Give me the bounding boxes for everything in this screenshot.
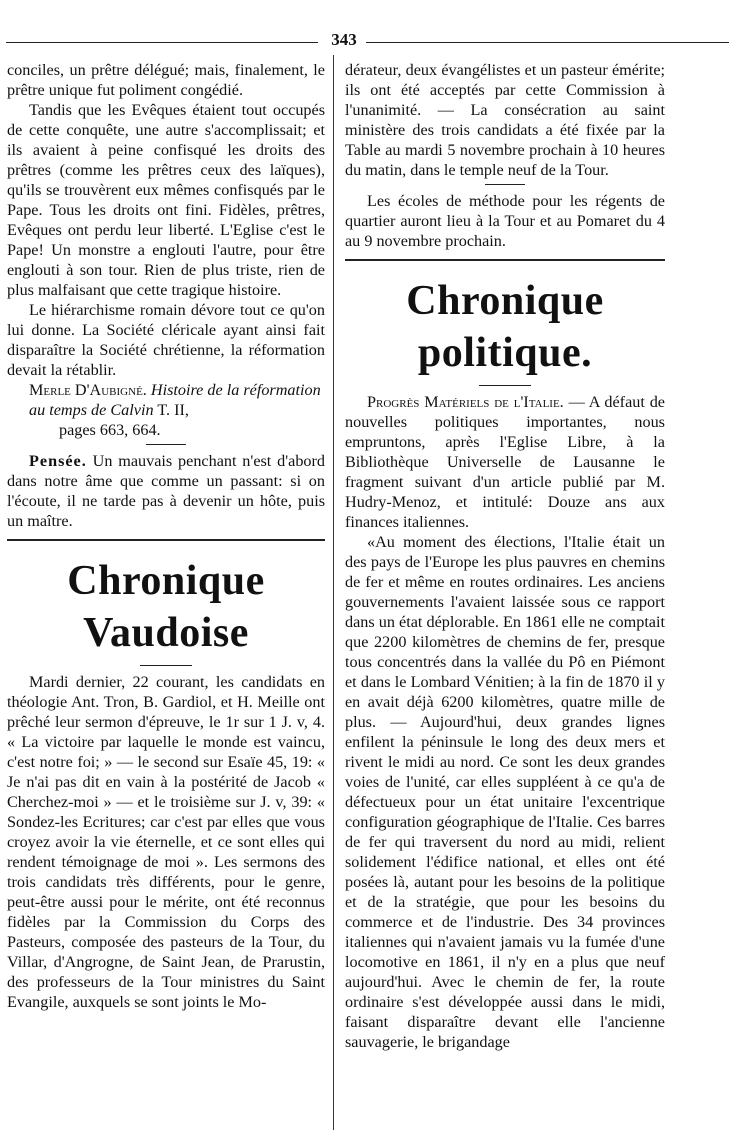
section-title-politique: Chronique politique. — [406, 278, 604, 376]
citation-pages: pages 663, 664. — [59, 421, 161, 439]
column-divider — [333, 55, 334, 1130]
section-title-vaudoise: Chronique Vaudoise — [67, 558, 265, 656]
paragraph — [345, 392, 665, 532]
page-number: 343 — [331, 30, 357, 49]
separator — [479, 385, 531, 386]
separator — [146, 444, 186, 445]
right-column — [345, 60, 665, 1052]
paragraph: Le hiérarchisme romain dévore tout ce qu'on lui donne. La Société cléricale ayant ainsi fait disparaître la Société chrétienne, la réformation devait la rétablir. — [7, 301, 325, 379]
paragraph: conciles, un prêtre délégué; mais, finalement, le prêtre unique fut poliment congédié. — [7, 61, 325, 99]
header-rule-right — [366, 42, 729, 43]
header-rule-left — [6, 42, 318, 43]
section-rule — [7, 539, 325, 541]
progres-label: Progrès Matériels de l'Italie. — [367, 393, 564, 411]
paragraph: dérateur, deux évangélistes et un pasteur émérite; ils ont été acceptés par cette Commission à l'unanimité. — La consécration au saint ministère des trois candidats a été fixée par la Table au mardi 5 novembre prochain à 10 heures du matin, dans le temple neuf de la Tour. — [345, 61, 665, 179]
left-column — [7, 60, 325, 1012]
separator — [140, 665, 192, 666]
section-rule — [345, 259, 665, 261]
citation — [7, 380, 325, 440]
quote-paragraph: «Au moment des élections, l'Italie était un des pays de l'Europe les plus pauvres en chemins de fer et même en routes ordinaires. Les anciens gouvernements l'avaient laissée sous ce rapport dans un état déplorable. En 1861 elle ne comptait que 2200 kilomètres de chemins de fer, presque tous concentrés dans la vallée du Pô en Piémont et dans le Lombard Vénitien; à la fin de 1870 il y en avait déjà 6200 kilomètres, quatre mille de plus. — Aujourd'hui, deux grandes lignes enfilent la péninsule le long des deux mers et rivent le midi au nord. Ce sont les deux grandes voies de l'unité, car elles suppléent à ce qu'a de défectueux pour un état unitaire l'excentrique configuration géographique de l'Italie. Ces barres de fer qui traversent du nord au midi, relient solidement l'édifice national, et elles ont été posées là, autant pour les besoins de la politique et de la stratégie, que pour les besoins du commerce et de l'industrie. Des 34 provinces italiennes qui n'avaient jamais vu la fumée d'une locomotive en 1861, il n'y en a plus que neuf aujourd'hui. Avec le chemin de fer, la route ordinaire s'est développée aussi dans le midi, faisant disparaître devant elle l'ancienne sauvagerie, le brigandage — [345, 533, 665, 1051]
paragraph: Les écoles de méthode pour les régents de quartier auront lieu à la Tour et au Pomaret du 4 au 9 novembre prochain. — [345, 192, 665, 250]
citation-author: Merle D'Aubigné. — [29, 381, 147, 399]
separator — [485, 184, 525, 185]
progres-text: — A défaut de nouvelles politiques importantes, nous empruntons, après l'Eglise Libre, à la Bibliothèque Universelle de Lausanne le fragment suivant d'un article publié par M. Hudry-Menoz, et intitulé: Douze ans aux finances italiennes. — [345, 393, 665, 531]
pensee-text: Un mauvais penchant n'est d'abord dans notre âme que comme un passant: si on l'écoute, il ne tarde pas à devenir un hôte, puis un maître. — [7, 452, 326, 530]
page-header — [6, 30, 729, 52]
citation-volume: T. II, — [157, 401, 189, 419]
citation-title: Histoire de la réformation au temps de Calvin — [29, 381, 321, 419]
paragraph: Mardi dernier, 22 courant, les candidats en théologie Ant. Tron, B. Gardiol, et H. Meille ont prêché leur sermon d'épreuve, le 1r sur 1 J. v, 4. « La victoire par laquelle le monde est vaincu, c'est notre foi; » — le second sur Esaïe 45, 19: « Je n'ai pas dit en vain à la postérité de Jacob « Cherchez-moi » — et le troisième sur J. v, 39: « Sondez-les Ecritures; car c'est par elles que vous croyez avoir la vie éternelle, et ce sont elles qui rendent témoignage de moi ». Les sermons des trois candidats très différents, pour le genre, peut-être aussi pour le mérite, ont été reconnus fidèles par la Commission du Corps des Pasteurs, composée des pasteurs de la Tour, du Villar, d'Angrogne, de Saint Jean, de Prarustin, des professeurs de la Tour ministres du Saint Evangile, auxquels se sont joints le Mo- — [7, 673, 325, 1011]
paragraph: Tandis que les Evêques étaient tout occupés de cette conquête, une autre s'accomplissait; et ils avaient à peine confisqué les droits des prêtres (comme les prêtres ceux des laïques), qu'ils se trouvèrent eux mêmes confisqués par le Pape. Tous les droits ont fini. Fidèles, prêtres, Evêques ont perdu leur liberté. L'Eglise c'est le Pape! Un monstre a englouti l'autre, pour être englouti à son tour. Rien de plus triste, rien de plus malfaisant que cette tragique histoire. — [7, 101, 325, 299]
pensee-label: Pensée. — [29, 452, 87, 470]
pensee-paragraph — [7, 451, 325, 531]
